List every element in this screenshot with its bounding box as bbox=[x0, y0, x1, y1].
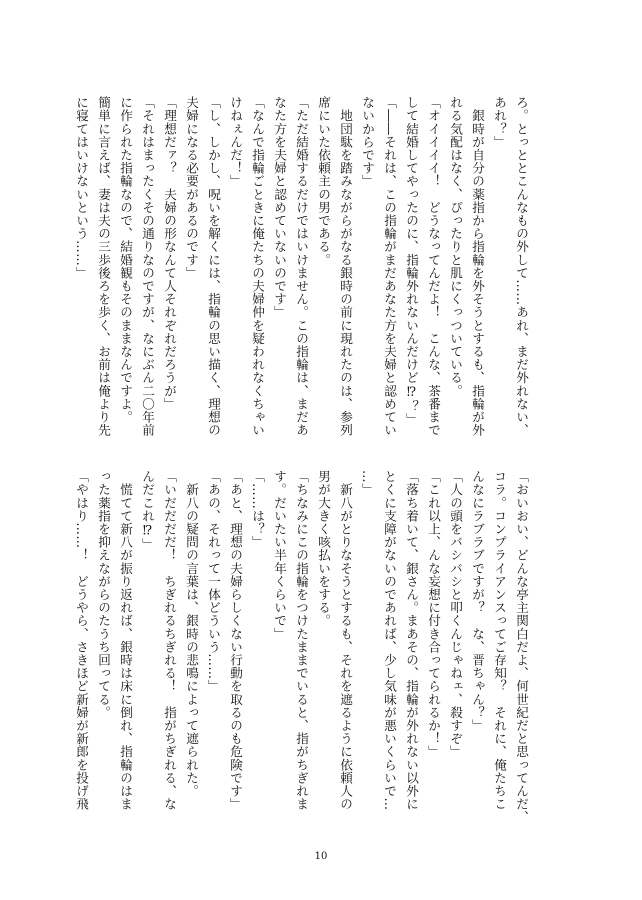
text-line: 「あの、それって一体どういう……」 bbox=[206, 470, 221, 693]
text-line: して結婚してやったのに、指輪外れないんだけど⁉？」 bbox=[404, 96, 419, 426]
text-line: ないからです」 bbox=[360, 96, 375, 188]
text-line: 新八がとりなそうとするも、それを遮るように依頼人の bbox=[338, 470, 353, 811]
text-line: 「し、しかし、呪いを解くには、指輪の思い描く、理想の bbox=[206, 96, 221, 437]
text-line: 「ただ結婚するだけではいけません。この指輪は、まだあ bbox=[294, 96, 309, 437]
text-line: けねぇんだ！」 bbox=[228, 96, 243, 188]
text-line: す。だいたい半年くらいで」 bbox=[272, 470, 287, 641]
text-line: 「オイイイイ！ どうなってんだよ！ こんな、茶番まで bbox=[426, 96, 441, 437]
text-line: 「――それは、この指輪がまだあなた方を夫婦と認めてい bbox=[382, 96, 397, 437]
text-line: に寝てはいけないという……」 bbox=[74, 96, 89, 280]
text-line: 「これ以上、んな妄想に付き合ってられるか！」 bbox=[426, 470, 441, 759]
text-line: ろ。とっととこんなもの外して……あれ、まだ外れない、 bbox=[514, 96, 529, 437]
text-line: 地団駄を踏みながらがなる銀時の前に現れたのは、参列 bbox=[338, 96, 353, 437]
text-line: に作られた指輪なので、結婚観もそのままなんですよ。 bbox=[118, 96, 133, 424]
text-line: 銀時が自分の薬指から指輪を外そうとするも、指輪が外 bbox=[470, 96, 485, 437]
text-line: 男が大きく咳払いをする。 bbox=[316, 470, 331, 628]
text-line: コラ。コンプライアンスってご存知？ それに、俺たちこ bbox=[492, 470, 507, 811]
text-line: 新八の疑問の言葉は、銀時の悲鳴によって遮られた。 bbox=[184, 470, 199, 798]
text-line: 慌てて新八が振り返れば、銀時は床に倒れ、指輪のはま bbox=[118, 470, 133, 811]
text-line: あれ？」 bbox=[492, 96, 507, 149]
text-line: 席にいた依頼主の男である。 bbox=[316, 96, 331, 267]
text-line: 「いだだだだ！ ちぎれるちぎれる！ 指がちぎれる、な bbox=[162, 470, 177, 811]
page-number: 10 bbox=[314, 851, 328, 862]
text-line: んだこれ⁉」 bbox=[140, 470, 155, 551]
text-line: とくに支障がないのであれば、少し気味が悪いくらいで… bbox=[382, 470, 397, 811]
text-line: 「あと、理想の夫婦らしくない行動を取るのも危険です」 bbox=[228, 470, 243, 811]
text-line: 「おいおい、どんな亭主関白だよ、何世紀だと思ってんだ、 bbox=[514, 470, 529, 824]
text-line: 「理想だァ？ 夫婦の形なんて人それぞれだろうが」 bbox=[162, 96, 177, 411]
text-line: 「やはり……！ どうやら、さきほど新婦が新郎を投げ飛 bbox=[74, 470, 89, 811]
text-line: んなにラブラブですが？ な、晋ちゃん？」 bbox=[470, 470, 485, 732]
text-line: 「なんで指輪ごときに俺たちの夫婦仲を疑われなくちゃい bbox=[250, 96, 265, 437]
text-line: なた方を夫婦と認めていないのです」 bbox=[272, 96, 287, 319]
text-line: 「それはまったくその通りなのですが、なにぶん二〇年前 bbox=[140, 96, 155, 437]
upper-text-block bbox=[74, 96, 532, 438]
text-line: 「人の頭をバシバシと叩くんじゃねェ、殺すぞ」 bbox=[448, 470, 463, 759]
text-line: 「落ち着いて、銀さん。まあその、指輪が外れない以外に bbox=[404, 470, 419, 811]
text-line: 「……は？」 bbox=[250, 470, 265, 549]
text-line: 「ちなみにこの指輪をつけたままでいると、指がちぎれま bbox=[294, 470, 309, 811]
text-line: った薬指を抑えながらのたうち回ってる。 bbox=[96, 470, 111, 719]
text-line: 夫婦になる必要があるのです」 bbox=[184, 96, 199, 280]
text-line: 簡単に言えば、妻は夫の三歩後ろを歩く、お前は俺より先 bbox=[96, 96, 111, 437]
lower-text-block bbox=[74, 470, 532, 824]
text-line: れる気配はなく、ぴったりと肌にくっついている。 bbox=[448, 96, 463, 398]
text-line: …」 bbox=[360, 470, 375, 497]
